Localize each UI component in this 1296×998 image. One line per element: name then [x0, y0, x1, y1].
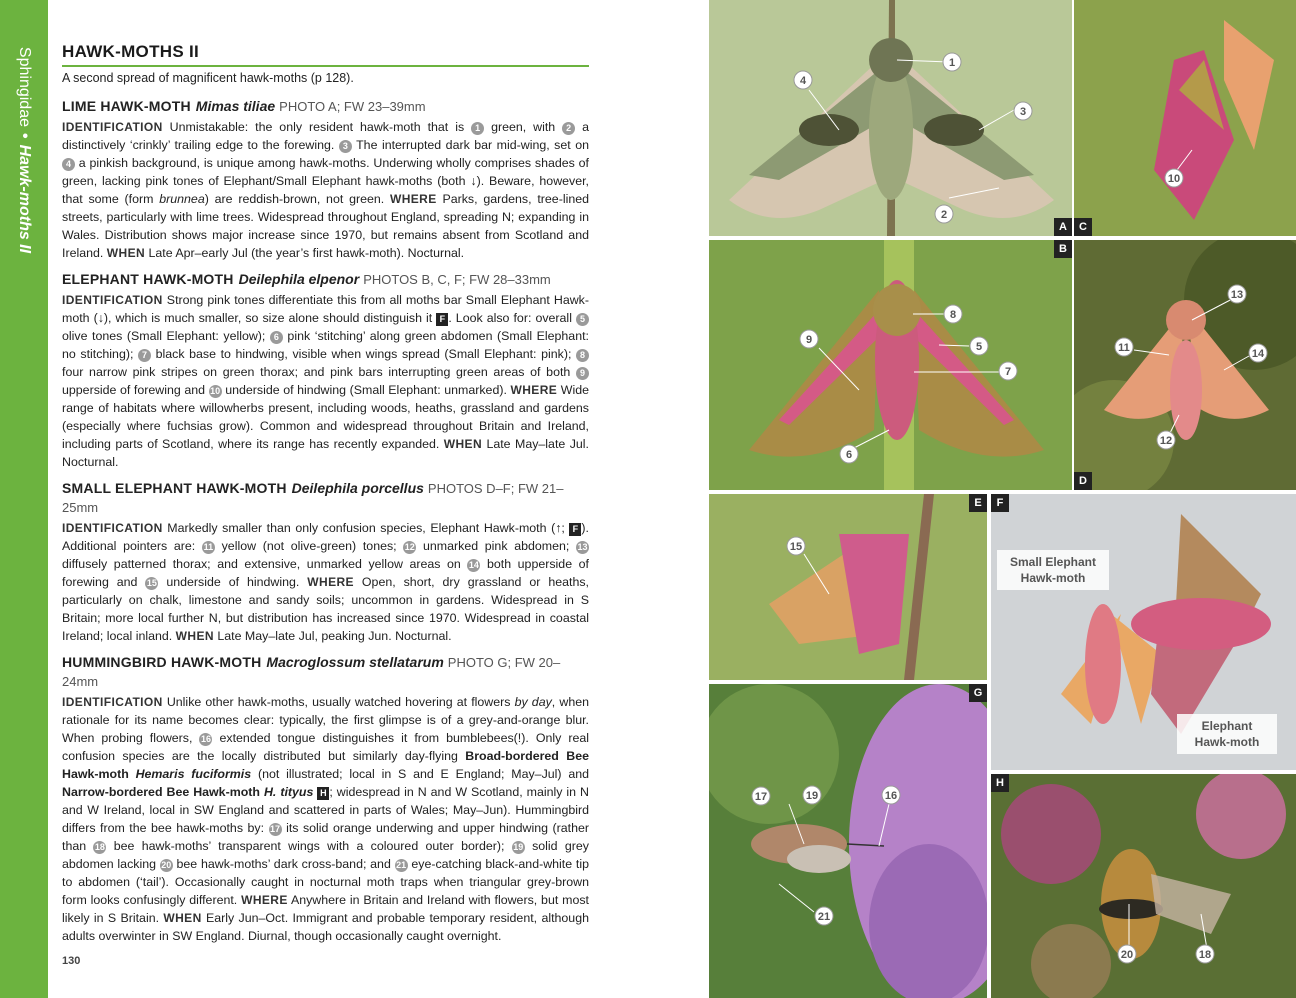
- callout-16: 16: [884, 790, 898, 802]
- callout-11: 11: [1118, 342, 1130, 354]
- callout-20: 20: [1120, 949, 1134, 961]
- tab-english: Hawk-moths II: [16, 144, 33, 254]
- section-keyword: WHEN: [163, 911, 202, 925]
- callout-13: 13: [1230, 289, 1244, 301]
- species-entry: [62, 653, 589, 945]
- feature-number: 7: [138, 349, 151, 362]
- photo-b: [709, 240, 1072, 490]
- photo-f-label: F: [991, 494, 1009, 512]
- callout-14: 14: [1251, 348, 1265, 360]
- feature-number: 11: [203, 542, 214, 552]
- section-keyword: WHEN: [106, 246, 146, 260]
- species-description: IDENTIFICATION Unlike other hawk-moths, usually watched hovering at flowers by day, when rationale for its name becomes clear: typically, the first glimpse is of a grey-and-orange blur. When probing flowers, 16 extended tongue distinguishes it from bumblebees(!). Only real confusion species are the locally distributed but similarly day-flying Broad-bordered Bee Hawk-moth Hemaris fuciformis (not illustrated; local in S and E England; May–Jul) and Narrow-bordered Bee Hawk-moth H. tityus H ; widespread in N and W Scotland, mainly in N and W Ireland, local in SW England and scattered in parts of Wales; May–Jun). Hummingbird differs from the bee hawk-moths by: 17 its solid orange underwing and upper hindwing (rather than 18 bee hawk-moths’ transparent wings with a coloured outer border); 19 solid grey abdomen lacking 20 bee hawk-moths’ dark cross-band; and 21 eye-catching black-and-white tip to abdomen (‘tail’). Occasionally caught in nocturnal moth traps when triangular grey-brown form looks confusingly different. WHERE Anywhere in Britain and Ireland with flowers, but most likely in S Britain. WHEN Early Jun–Oct. Immigrant and probable temporary resident, although adults overwinter in SW England. Diurnal, though occasionally caught overnight.: [62, 695, 589, 943]
- callout-15: 15: [789, 541, 803, 553]
- feature-number: 1: [471, 122, 484, 135]
- feature-number: 2: [562, 122, 575, 135]
- species-name: ELEPHANT HAWK-MOTH: [62, 271, 234, 287]
- callout-1: 1: [948, 57, 956, 69]
- feature-number: 9: [576, 367, 589, 380]
- photo-d: [1074, 240, 1296, 490]
- callout-5: 5: [975, 341, 983, 353]
- section-tab-label: [15, 47, 33, 253]
- species-meta: PHOTO G; FW 20–24mm: [62, 655, 561, 689]
- italic-text: brunnea: [159, 192, 205, 206]
- text-column: [62, 42, 589, 953]
- photo-a-illustration: [709, 0, 1072, 236]
- caption-elephant: Elephant Hawk-moth: [1177, 714, 1277, 754]
- section-keyword: IDENTIFICATION: [62, 521, 163, 535]
- section-tab: [0, 0, 48, 998]
- species-heading: [62, 479, 589, 517]
- tab-separator: •: [16, 133, 33, 139]
- photo-d-label: D: [1074, 472, 1092, 490]
- species-meta: PHOTOS D–F; FW 21–25mm: [62, 481, 564, 515]
- section-keyword: IDENTIFICATION: [62, 695, 163, 709]
- photo-c: [1074, 0, 1296, 236]
- section-keyword: WHEN: [443, 437, 483, 451]
- photo-g-label: G: [969, 684, 987, 702]
- photo-g-illustration: [709, 684, 987, 998]
- photo-a: [709, 0, 1072, 236]
- callout-8: 8: [949, 309, 957, 321]
- page-subtitle: A second spread of magnificent hawk-moths (p 128).: [62, 71, 354, 85]
- feature-number: 20: [161, 860, 172, 870]
- photo-e-illustration: [709, 494, 987, 680]
- feature-number: 21: [396, 860, 407, 870]
- feature-number: 3: [339, 140, 352, 153]
- feature-number: 5: [576, 313, 589, 326]
- species-mention: Broad-bordered Bee Hawk-moth: [62, 749, 589, 781]
- italic-text: by day: [514, 695, 552, 709]
- callout-19: 19: [805, 790, 819, 802]
- species-mention-scientific: H. tityus: [263, 785, 314, 799]
- callout-12: 12: [1159, 435, 1173, 447]
- species-name: HUMMINGBIRD HAWK-MOTH: [62, 654, 262, 670]
- callout-3: 3: [1019, 106, 1027, 118]
- feature-number: 13: [577, 542, 588, 552]
- callout-6: 6: [845, 449, 853, 461]
- species-scientific: Deilephila porcellus: [291, 480, 424, 496]
- section-keyword: WHERE: [389, 192, 437, 206]
- species-scientific: Deilephila elpenor: [238, 271, 360, 287]
- photo-d-illustration: [1074, 240, 1296, 490]
- feature-number: 19: [513, 842, 524, 852]
- feature-number: 8: [576, 349, 589, 362]
- feature-number: 6: [270, 331, 283, 344]
- callout-17: 17: [754, 791, 768, 803]
- callout-21: 21: [817, 911, 831, 923]
- photo-c-illustration: [1074, 0, 1296, 236]
- species-mention: Narrow-bordered Bee Hawk-moth: [62, 785, 264, 799]
- callout-10: 10: [1167, 173, 1181, 185]
- species-scientific: Macroglossum stellatarum: [266, 654, 444, 670]
- photo-e-label: E: [969, 494, 987, 512]
- photo-h-label: H: [991, 774, 1009, 792]
- photo-b-label: B: [1054, 240, 1072, 258]
- photo-b-illustration: [709, 240, 1072, 490]
- section-keyword: WHERE: [241, 893, 288, 907]
- feature-number: 4: [62, 158, 75, 171]
- photo-h-illustration: [991, 774, 1296, 998]
- section-keyword: IDENTIFICATION: [62, 120, 163, 134]
- feature-number: 17: [270, 824, 281, 834]
- feature-number: 14: [468, 560, 479, 570]
- photo-c-label: C: [1074, 218, 1092, 236]
- species-name: SMALL ELEPHANT HAWK-MOTH: [62, 480, 287, 496]
- section-keyword: IDENTIFICATION: [62, 293, 163, 307]
- species-meta: PHOTOS B, C, F; FW 28–33mm: [363, 272, 551, 287]
- species-name: LIME HAWK-MOTH: [62, 98, 191, 114]
- photo-ref: F: [569, 523, 581, 536]
- species-mention-scientific: Hemaris fuciformis: [135, 767, 252, 781]
- title-rule: [62, 65, 589, 67]
- feature-number: 18: [94, 842, 105, 852]
- photo-g: [709, 684, 987, 998]
- species-heading: [62, 653, 589, 691]
- species-entry: [62, 270, 589, 471]
- right-page: [648, 0, 1296, 998]
- photo-h: [991, 774, 1296, 998]
- photo-ref: H: [317, 787, 329, 800]
- page-title: HAWK-MOTHS II: [62, 42, 200, 61]
- species-description: IDENTIFICATION Markedly smaller than only confusion species, Elephant Hawk-moth (↑; F ). Additional pointers are: 11 yellow (not olive-green) tones; 12 unmarked pink abdomen; 13 diffusely patterned thorax; and extensive, unmarked yellow areas on 14 both upperside of forewing and 15 underside of hindwing. WHERE Open, short, dry grassland or heaths, particularly on chalk, limestone and sandy soils; uncommon in gardens. Widespread in S Britain; more local further N, but distribution has increased since 1970. Widespread in coastal Ireland; local inland. WHEN Late May–late Jul, peaking Jun. Nocturnal.: [62, 521, 589, 643]
- feature-number: 12: [404, 542, 415, 552]
- caption-small-elephant: Small Elephant Hawk-moth: [997, 550, 1109, 590]
- feature-number: 10: [210, 386, 221, 396]
- species-description: IDENTIFICATION Unmistakable: the only resident hawk-moth that is 1 green, with 2 a distinctively ‘crinkly’ trailing edge to the forewing. 3 The interrupted dark bar mid-wing, set on 4 a pinkish background, is unique among hawk-moths. Underwing wholly comprises shades of green, lacking pink tones of Elephant/Small Elephant hawk-moths (both ↓). Beware, however, that some (form brunnea) are reddish-brown, not green. WHERE Parks, gardens, tree-lined streets, particularly with lime trees. Widespread throughout England, spreading N; expanding in Wales. Distribution shows major increase since 1970, but remains absent from Scotland and Ireland. WHEN Late Apr–early Jul (the year’s first hawk-moth). Nocturnal.: [62, 120, 589, 260]
- feature-number: 15: [146, 578, 157, 588]
- species-entry: [62, 479, 589, 645]
- callout-7: 7: [1004, 366, 1012, 378]
- species-description: IDENTIFICATION Strong pink tones differentiate this from all moths bar Small Elephant Hawk-moth (↓), which is much smaller, so size alone should distinguish it F . Look also for: overall 5 olive tones (Small Elephant: yellow); 6 pink ‘stitching’ along green abdomen (Small Elephant: no stitching); 7 black base to hindwing, visible when wings spread (Small Elephant: pink); 8 four narrow pink stripes on green thorax; and pink bars interrupting green areas of both 9 upperside of forewing and 10 underside of hindwing (Small Elephant: unmarked). WHERE Wide range of habitats where willowherbs present, including woods, heaths, grassland and gardens (especially where fuchsias grow). Common and widespread throughout Britain and Ireland, including parts of Scotland, where its range has recently expanded. WHEN Late May–late Jul. Nocturnal.: [62, 293, 589, 469]
- species-entry: [62, 97, 589, 262]
- photo-ref: F: [436, 313, 448, 326]
- page-number: 130: [62, 955, 81, 967]
- callout-4: 4: [799, 75, 807, 87]
- section-keyword: WHERE: [307, 575, 354, 589]
- feature-number: 16: [200, 734, 211, 744]
- photo-a-label: A: [1054, 218, 1072, 236]
- photo-e: [709, 494, 987, 680]
- callout-2: 2: [940, 209, 948, 221]
- callout-18: 18: [1198, 949, 1212, 961]
- species-heading: [62, 270, 589, 289]
- callout-9: 9: [805, 334, 813, 346]
- tab-family: Sphingidae: [16, 46, 33, 127]
- section-keyword: WHEN: [175, 629, 214, 643]
- species-meta: PHOTO A; FW 23–39mm: [279, 99, 426, 114]
- section-keyword: WHERE: [510, 383, 558, 397]
- species-heading: [62, 97, 589, 116]
- species-scientific: Mimas tiliae: [195, 98, 276, 114]
- photo-f: [991, 494, 1296, 770]
